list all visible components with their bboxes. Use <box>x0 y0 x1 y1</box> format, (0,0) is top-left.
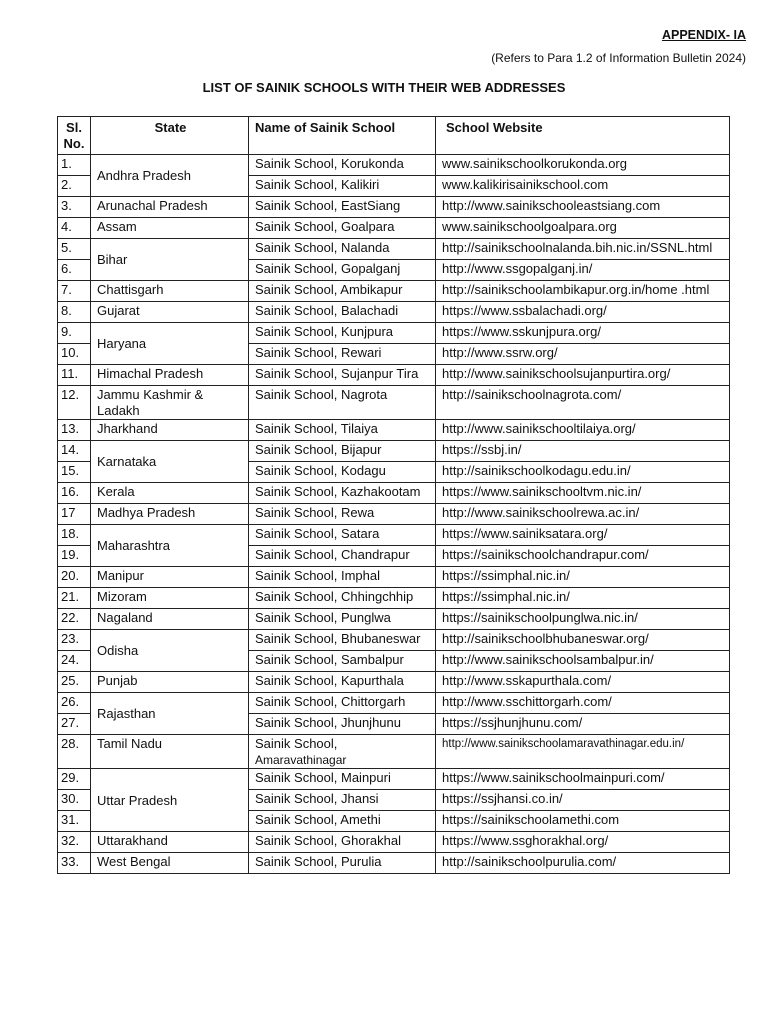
row-website-link[interactable]: www.sainikschoolgoalpara.org <box>436 218 730 239</box>
table-row <box>58 769 730 790</box>
column-header-school-name: Name of Sainik School <box>249 117 436 155</box>
row-school-name: Sainik School, Bhubaneswar <box>249 630 436 651</box>
table-row <box>58 832 730 853</box>
row-sl-no: 23. <box>58 630 91 651</box>
row-school-name: Sainik School, Nagrota <box>249 386 436 420</box>
table-row <box>58 609 730 630</box>
row-state: Andhra Pradesh <box>91 155 249 197</box>
row-school-name: Sainik School, Jhunjhunu <box>249 714 436 735</box>
row-sl-no: 21. <box>58 588 91 609</box>
row-website-link[interactable]: https://ssimphal.nic.in/ <box>436 567 730 588</box>
row-sl-no: 13. <box>58 420 91 441</box>
row-website-link[interactable]: https://ssimphal.nic.in/ <box>436 588 730 609</box>
row-sl-no: 26. <box>58 693 91 714</box>
table-row <box>58 323 730 344</box>
row-state: Punjab <box>91 672 249 693</box>
row-sl-no: 9. <box>58 323 91 344</box>
row-state: Jharkhand <box>91 420 249 441</box>
row-sl-no: 16. <box>58 483 91 504</box>
row-sl-no: 24. <box>58 651 91 672</box>
table-row <box>58 302 730 323</box>
table-row <box>58 630 730 651</box>
row-state: Madhya Pradesh <box>91 504 249 525</box>
row-website-link[interactable]: https://sainikschoolpunglwa.nic.in/ <box>436 609 730 630</box>
row-school-name: Sainik School, EastSiang <box>249 197 436 218</box>
row-sl-no: 25. <box>58 672 91 693</box>
row-website-link[interactable]: http://www.sainikschoolrewa.ac.in/ <box>436 504 730 525</box>
row-website-link[interactable]: https://sainikschoolchandrapur.com/ <box>436 546 730 567</box>
row-sl-no: 6. <box>58 260 91 281</box>
row-sl-no: 10. <box>58 344 91 365</box>
table-row <box>58 420 730 441</box>
row-sl-no: 20. <box>58 567 91 588</box>
table-row <box>58 365 730 386</box>
row-school-name: Sainik School, Ghorakhal <box>249 832 436 853</box>
row-state: Arunachal Pradesh <box>91 197 249 218</box>
row-school-name: Sainik School, Balachadi <box>249 302 436 323</box>
table-row <box>58 567 730 588</box>
row-state: Mizoram <box>91 588 249 609</box>
row-website-link[interactable]: www.kalikirisainikschool.com <box>436 176 730 197</box>
row-sl-no: 29. <box>58 769 91 790</box>
row-school-name: Sainik School, Goalpara <box>249 218 436 239</box>
column-header-state: State <box>91 117 249 155</box>
row-sl-no: 14. <box>58 441 91 462</box>
row-school-name: Sainik School, Purulia <box>249 853 436 874</box>
row-state: Haryana <box>91 323 249 365</box>
row-sl-no: 11. <box>58 365 91 386</box>
row-school-name: Sainik School, Chandrapur <box>249 546 436 567</box>
bulletin-reference: (Refers to Para 1.2 of Information Bulletin 2024) <box>491 51 746 65</box>
row-school-name: Sainik School, Kunjpura <box>249 323 436 344</box>
table-row <box>58 853 730 874</box>
row-sl-no: 1. <box>58 155 91 176</box>
row-state: West Bengal <box>91 853 249 874</box>
row-school-name: Sainik School, Imphal <box>249 567 436 588</box>
row-school-name: Sainik School, Rewari <box>249 344 436 365</box>
row-state: Gujarat <box>91 302 249 323</box>
row-school-name: Sainik School, Bijapur <box>249 441 436 462</box>
row-website-link[interactable]: http://www.ssgopalganj.in/ <box>436 260 730 281</box>
row-sl-no: 28. <box>58 735 91 769</box>
row-school-name: Sainik School, Satara <box>249 525 436 546</box>
table-row <box>58 483 730 504</box>
row-school-name: Sainik School, Sambalpur <box>249 651 436 672</box>
table-row <box>58 588 730 609</box>
row-school-name: Sainik School, Ambikapur <box>249 281 436 302</box>
row-school-name: Sainik School, Kapurthala <box>249 672 436 693</box>
row-school-name <box>249 735 436 769</box>
row-website-link[interactable]: https://ssjhansi.co.in/ <box>436 790 730 811</box>
row-website-link[interactable]: https://www.sskunjpura.org/ <box>436 323 730 344</box>
row-school-name: Sainik School, Mainpuri <box>249 769 436 790</box>
row-school-name: Sainik School, Amethi <box>249 811 436 832</box>
row-state: Chattisgarh <box>91 281 249 302</box>
row-state: Tamil Nadu <box>91 735 249 769</box>
table-row <box>58 218 730 239</box>
row-state: Karnataka <box>91 441 249 483</box>
row-sl-no: 2. <box>58 176 91 197</box>
row-sl-no: 17 <box>58 504 91 525</box>
page-title: LIST OF SAINIK SCHOOLS WITH THEIR WEB ADDRESSES <box>202 80 566 95</box>
row-state: Manipur <box>91 567 249 588</box>
row-state: Maharashtra <box>91 525 249 567</box>
row-school-name: Sainik School, Kalikiri <box>249 176 436 197</box>
table-row <box>58 155 730 176</box>
row-sl-no: 5. <box>58 239 91 260</box>
row-website-link[interactable]: https://www.ssghorakhal.org/ <box>436 832 730 853</box>
row-website-link[interactable]: https://ssjhunjhunu.com/ <box>436 714 730 735</box>
row-website-link[interactable]: https://sainikschoolamethi.com <box>436 811 730 832</box>
row-state: Bihar <box>91 239 249 281</box>
table-row <box>58 197 730 218</box>
row-school-name-line1: Sainik School, <box>255 736 338 751</box>
row-state: Jammu Kashmir & Ladakh <box>91 386 249 420</box>
row-website-link[interactable]: http://www.sainikschoolsambalpur.in/ <box>436 651 730 672</box>
row-website-link[interactable]: https://www.sainiksatara.org/ <box>436 525 730 546</box>
row-website-link[interactable]: https://www.ssbalachadi.org/ <box>436 302 730 323</box>
row-school-name: Sainik School, Rewa <box>249 504 436 525</box>
table-row <box>58 504 730 525</box>
row-sl-no: 18. <box>58 525 91 546</box>
row-school-name: Sainik School, Nalanda <box>249 239 436 260</box>
row-school-name: Sainik School, Kodagu <box>249 462 436 483</box>
row-school-name: Sainik School, Chittorgarh <box>249 693 436 714</box>
row-sl-no: 22. <box>58 609 91 630</box>
row-sl-no: 31. <box>58 811 91 832</box>
row-website-link[interactable]: http://sainikschoolbhubaneswar.org/ <box>436 630 730 651</box>
row-school-name: Sainik School, Korukonda <box>249 155 436 176</box>
row-sl-no: 3. <box>58 197 91 218</box>
appendix-label: APPENDIX- IA <box>661 28 746 42</box>
row-website-link[interactable]: https://www.sainikschooltvm.nic.in/ <box>436 483 730 504</box>
table-row <box>58 441 730 462</box>
table-row <box>58 672 730 693</box>
row-website-link[interactable]: http://www.sschittorgarh.com/ <box>436 693 730 714</box>
row-sl-no: 12. <box>58 386 91 420</box>
table-row <box>58 386 730 420</box>
row-website-link[interactable]: http://sainikschoolkodagu.edu.in/ <box>436 462 730 483</box>
row-website-link[interactable]: https://www.sainikschoolmainpuri.com/ <box>436 769 730 790</box>
row-website-link[interactable]: http://sainikschoolpurulia.com/ <box>436 853 730 874</box>
row-school-name: Sainik School, Gopalganj <box>249 260 436 281</box>
row-state: Rajasthan <box>91 693 249 735</box>
row-sl-no: 32. <box>58 832 91 853</box>
row-school-name-line2: Amaravathinagar <box>255 753 347 767</box>
row-state: Kerala <box>91 483 249 504</box>
row-school-name: Sainik School, Tilaiya <box>249 420 436 441</box>
column-header-website: School Website <box>436 117 730 155</box>
row-sl-no: 8. <box>58 302 91 323</box>
row-sl-no: 19. <box>58 546 91 567</box>
row-sl-no: 33. <box>58 853 91 874</box>
row-state: Himachal Pradesh <box>91 365 249 386</box>
row-school-name: Sainik School, Kazhakootam <box>249 483 436 504</box>
row-website-link[interactable]: http://www.sainikschoolamaravathinagar.edu.in/ <box>436 735 730 769</box>
row-sl-no: 7. <box>58 281 91 302</box>
table-row <box>58 525 730 546</box>
column-header-sl-no: Sl. No. <box>58 117 91 155</box>
row-school-name: Sainik School, Jhansi <box>249 790 436 811</box>
table-row <box>58 693 730 714</box>
table-row <box>58 735 730 769</box>
row-website-link[interactable]: http://www.sskapurthala.com/ <box>436 672 730 693</box>
table-header-row <box>58 117 730 155</box>
row-website-link[interactable]: http://www.sainikschoolsujanpurtira.org/ <box>436 365 730 386</box>
row-school-name: Sainik School, Punglwa <box>249 609 436 630</box>
row-state: Uttarakhand <box>91 832 249 853</box>
row-website-link[interactable]: http://www.sainikschooleastsiang.com <box>436 197 730 218</box>
row-website-link[interactable]: http://sainikschoolnalanda.bih.nic.in/SSNL.html <box>436 239 730 260</box>
row-website-link[interactable]: http://sainikschoolambikapur.org.in/home .html <box>436 281 730 302</box>
row-sl-no: 15. <box>58 462 91 483</box>
row-website-link[interactable]: http://www.sainikschooltilaiya.org/ <box>436 420 730 441</box>
row-sl-no: 30. <box>58 790 91 811</box>
row-sl-no: 27. <box>58 714 91 735</box>
row-state: Odisha <box>91 630 249 672</box>
row-website-link[interactable]: http://sainikschoolnagrota.com/ <box>436 386 730 420</box>
row-website-link[interactable]: www.sainikschoolkorukonda.org <box>436 155 730 176</box>
row-website-link[interactable]: http://www.ssrw.org/ <box>436 344 730 365</box>
row-school-name: Sainik School, Sujanpur Tira <box>249 365 436 386</box>
row-state: Nagaland <box>91 609 249 630</box>
row-state: Uttar Pradesh <box>91 769 249 832</box>
row-sl-no: 4. <box>58 218 91 239</box>
table-row <box>58 239 730 260</box>
row-school-name: Sainik School, Chhingchhip <box>249 588 436 609</box>
table-row <box>58 281 730 302</box>
row-state: Assam <box>91 218 249 239</box>
sainik-schools-table <box>57 116 730 874</box>
row-website-link[interactable]: https://ssbj.in/ <box>436 441 730 462</box>
